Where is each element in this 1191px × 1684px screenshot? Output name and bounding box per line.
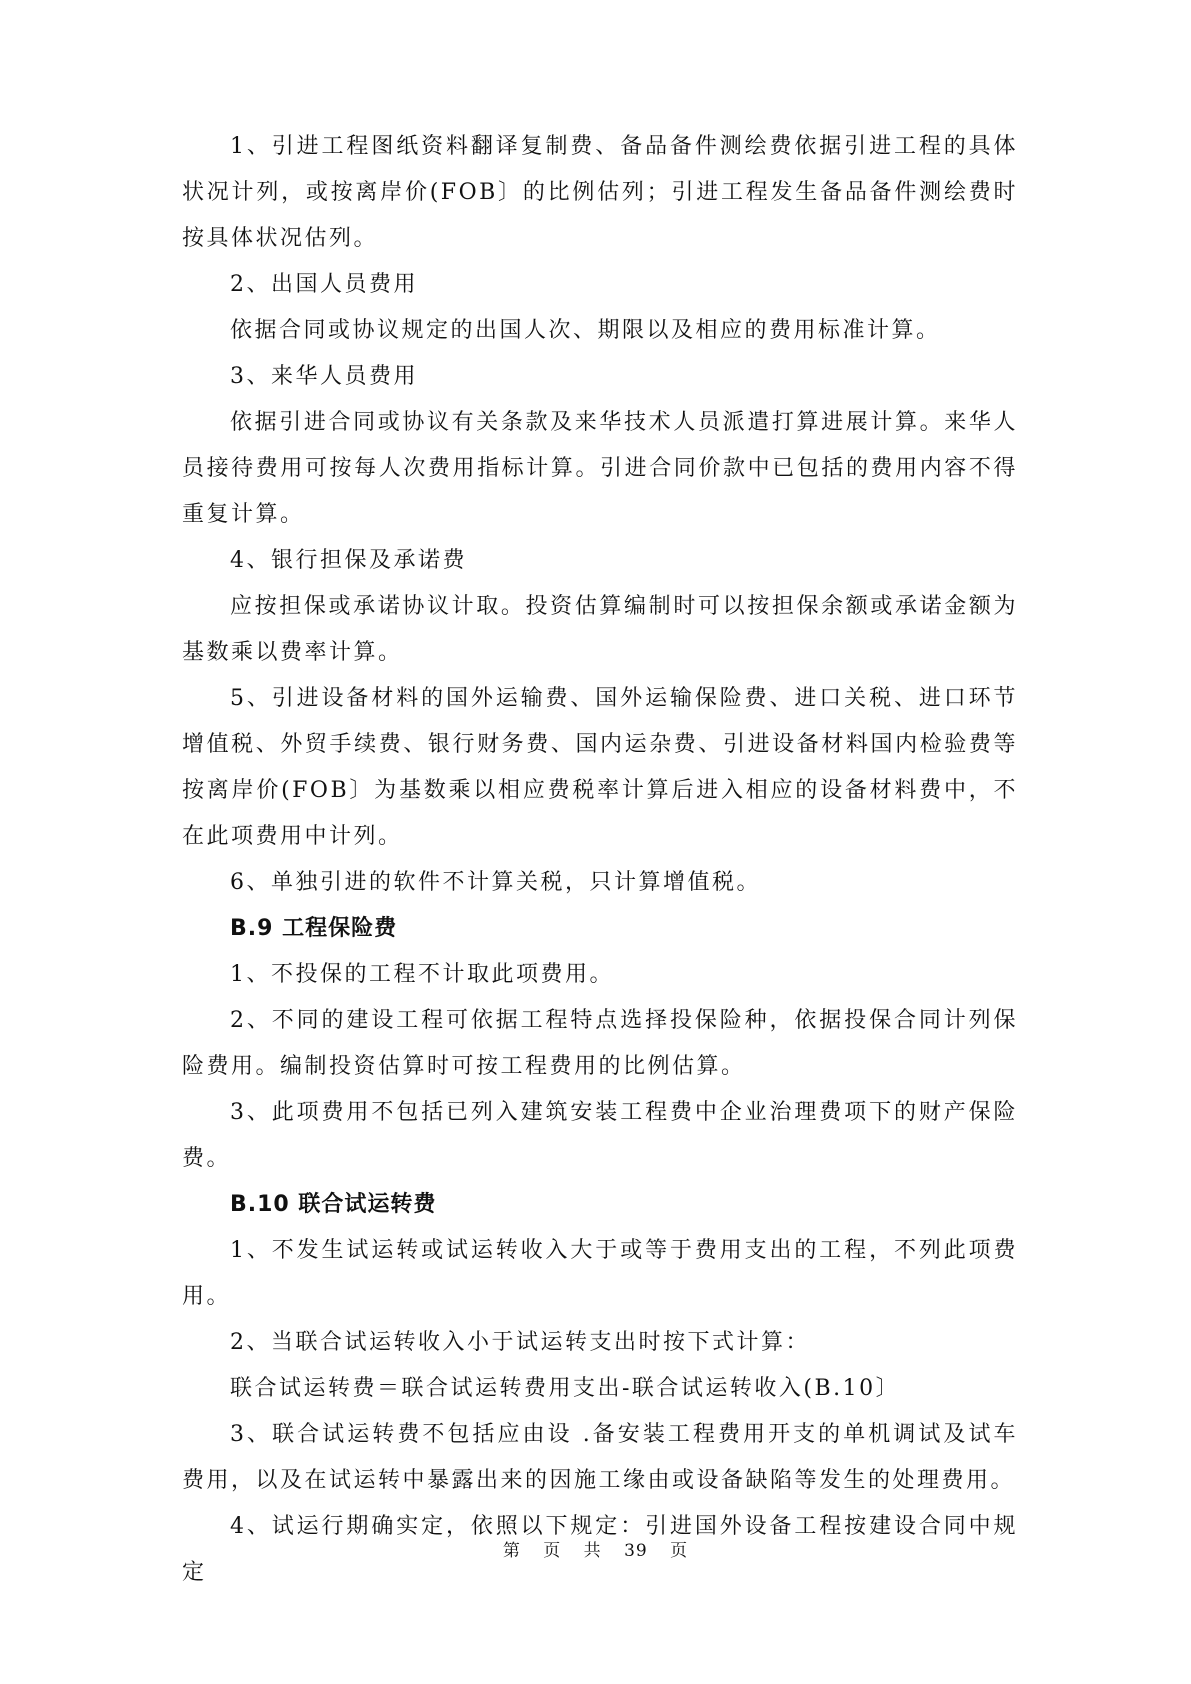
paragraph: 4、试运行期确实定，依照以下规定：引进国外设备工程按建设合同中规定	[182, 1514, 1018, 1585]
formula-line: 联合试运转费＝联合试运转费用支出-联合试运转收入(B.10〕	[230, 1376, 901, 1401]
paragraph: 3、联合试运转费不包括应由设 .备安装工程费用开支的单机调试及试车费用，以及在试运转中暴露出来的因施工缘由或设备缺陷等发生的处理费用。	[182, 1422, 1018, 1493]
paragraph: 应按担保或承诺协议计取。投资估算编制时可以按担保余额或承诺金额为基数乘以费率计算。	[182, 594, 1018, 665]
paragraph: 依据合同或协议规定的出国人次、期限以及相应的费用标准计算。	[230, 318, 941, 343]
paragraph: 2、当联合试运转收入小于试运转支出时按下式计算：	[230, 1330, 810, 1355]
paragraph: 1、不发生试运转或试运转收入大于或等于费用支出的工程，不列此项费用。	[182, 1238, 1018, 1309]
paragraph: 1、不投保的工程不计取此项费用。	[230, 962, 614, 987]
section-heading-b9: B.9 工程保险费	[230, 916, 398, 941]
section-heading-b10: B.10 联合试运转费	[230, 1192, 437, 1217]
footer-total-pages: 39	[624, 1541, 648, 1561]
footer-label-ye2: 页	[670, 1541, 689, 1561]
paragraph: 4、银行担保及承诺费	[230, 548, 467, 573]
document-body	[182, 124, 1018, 1596]
paragraph: 依据引进合同或协议有关条款及来华技术人员派遣打算进展计算。来华人员接待费用可按每人次费用指标计算。引进合同价款中已包括的费用内容不得重复计算。	[182, 410, 1018, 527]
paragraph: 1、引进工程图纸资料翻译复制费、备品备件测绘费依据引进工程的具体状况计列，或按离岸价(FOB〕的比例估列；引进工程发生备品备件测绘费时按具体状况估列。	[182, 134, 1018, 251]
footer-label-di: 第	[502, 1541, 521, 1561]
paragraph: 3、此项费用不包括已列入建筑安装工程费中企业治理费项下的财产保险费。	[182, 1100, 1018, 1171]
paragraph: 5、引进设备材料的国外运输费、国外运输保险费、进口关税、进口环节增值税、外贸手续费、银行财务费、国内运杂费、引进设备材料国内检验费等按离岸价(FOB〕为基数乘以相应费税率计算后进入相应的设备材料费中，不在此项费用中计列。	[182, 686, 1018, 849]
paragraph: 3、来华人员费用	[230, 364, 418, 389]
paragraph: 2、出国人员费用	[230, 272, 418, 297]
page-footer	[0, 1536, 1191, 1561]
footer-label-gong: 共	[583, 1541, 602, 1561]
paragraph: 2、不同的建设工程可依据工程特点选择投保险种，依据投保合同计列保险费用。编制投资估算时可按工程费用的比例估算。	[182, 1008, 1018, 1079]
footer-label-ye: 页	[543, 1541, 562, 1561]
paragraph: 6、单独引进的软件不计算关税，只计算增值税。	[230, 870, 761, 895]
